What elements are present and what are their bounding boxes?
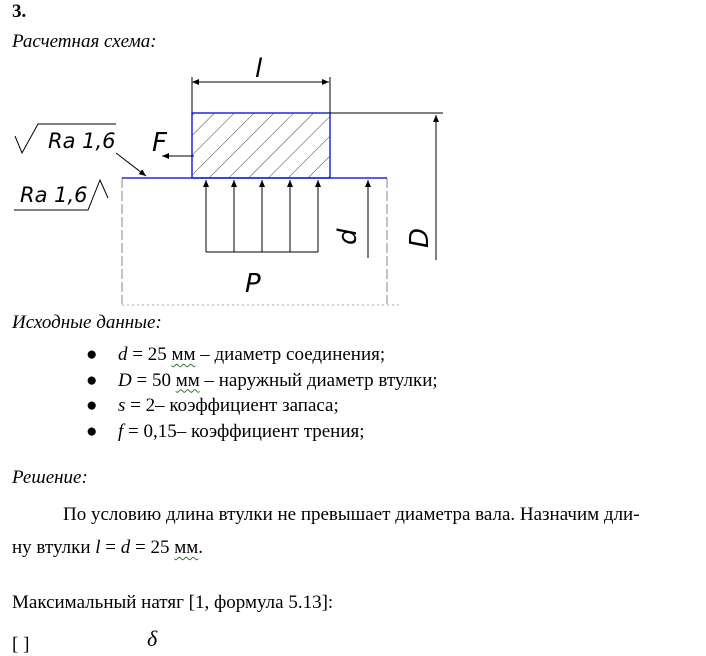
input-heading: Исходные данные: (12, 312, 162, 333)
param-unit: мм (171, 344, 196, 365)
param-symbol: D (118, 369, 132, 391)
param-item-f (62, 419, 365, 445)
param-symbol: s (118, 395, 126, 416)
inner-diameter-label: d (333, 228, 363, 245)
line2-prefix: ну втулки (12, 537, 96, 558)
bushing (192, 113, 330, 178)
param-description: – коэффициент запаса; (155, 395, 339, 416)
roughness-label-bottom: Ra 1,6 (20, 183, 88, 207)
param-description: – наружный диаметр втулки; (199, 369, 438, 391)
length-label: l (255, 54, 263, 84)
parameter-list (62, 342, 438, 444)
param-value: = 2 (125, 395, 156, 416)
delta-symbol: δ (147, 626, 158, 651)
pressure-label: P (245, 269, 261, 299)
roughness-label-top: Ra 1,6 (48, 129, 116, 153)
param-value: = 25 (127, 344, 172, 365)
press-fit-diagram (0, 50, 450, 312)
bullet-icon: ● (86, 344, 98, 365)
solution-paragraph-line1: По условию длина втулки не превышает диаметра вала. Назначим дли- (63, 504, 640, 525)
param-item-d (62, 342, 386, 368)
param-description: – диаметр соединения; (195, 344, 386, 365)
pressure-arrows (206, 180, 318, 252)
outer-diameter-label: D (405, 227, 435, 248)
solution-heading: Решение: (12, 467, 88, 488)
formula-fragment: [ ] (12, 634, 30, 655)
bullet-icon: ● (86, 369, 98, 391)
param-value: = 50 (131, 369, 176, 391)
scheme-heading: Расчетная схема: (12, 31, 157, 52)
length-unit: мм (174, 537, 199, 558)
param-value: = 0,15 (123, 420, 177, 442)
length-symbol: l (95, 537, 101, 558)
max-interference-line: Максимальный натяг [1, формула 5.13]: (12, 592, 334, 613)
diameter-symbol: d (120, 537, 131, 558)
solution-paragraph-line2 (12, 537, 203, 559)
task-number: 3. (12, 1, 27, 22)
bullet-icon: ● (86, 420, 98, 442)
bullet-icon: ● (86, 395, 98, 416)
equals-sign: = (100, 537, 121, 558)
param-item-D (62, 368, 438, 394)
param-symbol: f (118, 420, 124, 442)
param-symbol: d (118, 344, 128, 365)
param-unit: мм (175, 369, 200, 391)
line2-end: . (198, 537, 204, 558)
force-label: F (152, 128, 167, 158)
param-item-s (62, 393, 339, 419)
param-description: – коэффициент трения; (176, 420, 365, 442)
length-value: = 25 (130, 537, 175, 558)
